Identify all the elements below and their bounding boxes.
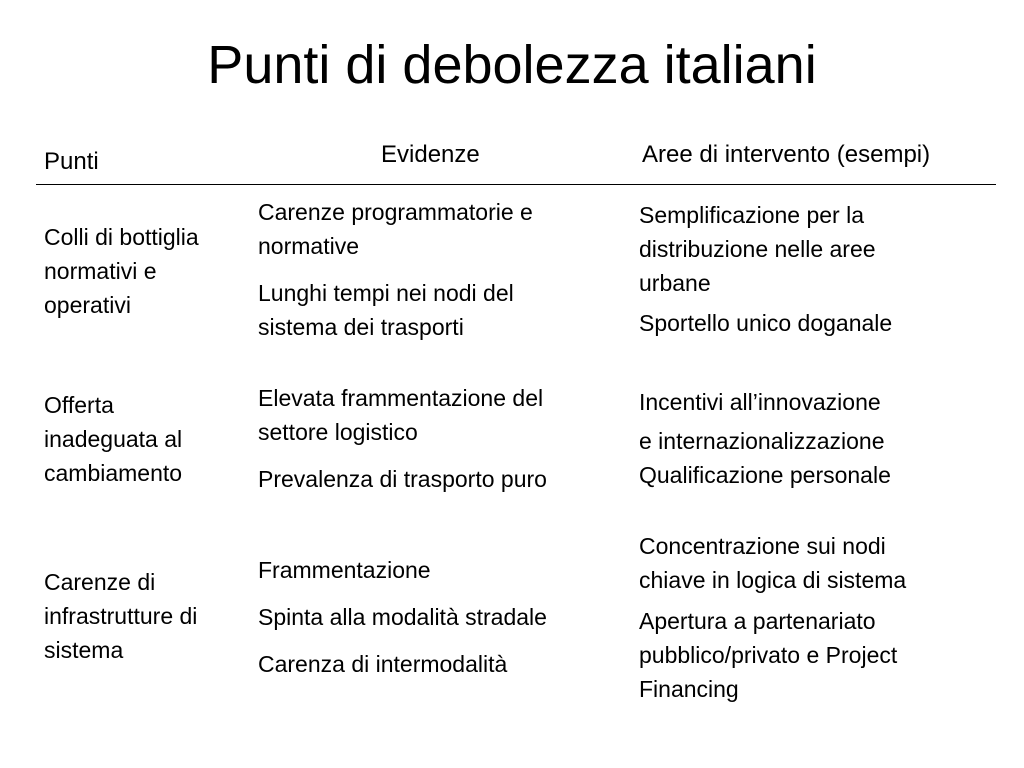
row-3-area-1-line-1: Concentrazione sui nodi <box>639 533 886 559</box>
row-2-area-2-line-1: e internazionalizzazione <box>639 428 885 454</box>
row-2-evidenze <box>258 381 628 496</box>
row-1-evidenza-1-line-2: normative <box>258 233 359 259</box>
header-divider <box>36 184 996 185</box>
header-aree-di-intervento: Aree di intervento (esempi) <box>642 141 931 168</box>
row-1-evidenza-1-line-1: Carenze programmatorie e <box>258 199 533 225</box>
row-1-area-1-line-1: Semplificazione per la <box>639 202 865 228</box>
row-1-evidenze <box>258 195 628 344</box>
row-2-evidenza-1-line-1: Elevata frammentazione del <box>258 385 544 411</box>
row-2-area-1-line-1: Incentivi all’innovazione <box>639 389 881 415</box>
row-1-evidenza-2-line-2: sistema dei trasporti <box>258 314 464 340</box>
row-3-area-1-line-2: chiave in logica di sistema <box>639 567 907 593</box>
row-3-punto-line-2: infrastrutture di <box>44 603 198 629</box>
row-2-aree <box>639 385 1009 492</box>
row-2-punto-line-1: Offerta <box>44 392 114 418</box>
row-3-evidenza-2-line-1: Spinta alla modalità stradale <box>258 604 547 630</box>
row-3-evidenza-3-line-1: Carenza di intermodalità <box>258 651 508 677</box>
row-1-punto <box>44 220 249 322</box>
row-3-evidenza-1-line-1: Frammentazione <box>258 557 431 583</box>
row-1-punto-line-1: Colli di bottiglia <box>44 224 199 250</box>
row-1-area-1-line-2: distribuzione nelle aree <box>639 236 876 262</box>
row-2-evidenza-1-line-2: settore logistico <box>258 419 418 445</box>
row-1-area-2-line-1: Sportello unico doganale <box>639 310 893 336</box>
row-1-punto-line-3: operativi <box>44 292 131 318</box>
row-3-evidenze <box>258 553 628 681</box>
slide-title: Punti di debolezza italiani <box>207 35 817 95</box>
row-3-punto <box>44 565 249 667</box>
row-3-area-2-line-3: Financing <box>639 676 739 702</box>
row-2-punto-line-2: inadeguata al <box>44 426 183 452</box>
row-3-area-2-line-1: Apertura a partenariato <box>639 608 876 634</box>
row-2-punto <box>44 388 249 490</box>
header-evidenze: Evidenze <box>381 141 480 168</box>
row-1-aree <box>639 198 1009 340</box>
row-1-area-1-line-3: urbane <box>639 270 711 296</box>
row-2-punto-line-3: cambiamento <box>44 460 183 486</box>
row-3-punto-line-1: Carenze di <box>44 569 156 595</box>
row-3-punto-line-3: sistema <box>44 637 124 663</box>
row-2-area-2-line-2: Qualificazione personale <box>639 462 891 488</box>
row-3-aree <box>639 529 1009 706</box>
row-2-evidenza-2-line-1: Prevalenza di trasporto puro <box>258 466 547 492</box>
row-1-punto-line-2: normativi e <box>44 258 157 284</box>
header-punti: Punti <box>44 148 99 175</box>
row-3-area-2-line-2: pubblico/privato e Project <box>639 642 898 668</box>
row-1-evidenza-2-line-1: Lunghi tempi nei nodi del <box>258 280 514 306</box>
